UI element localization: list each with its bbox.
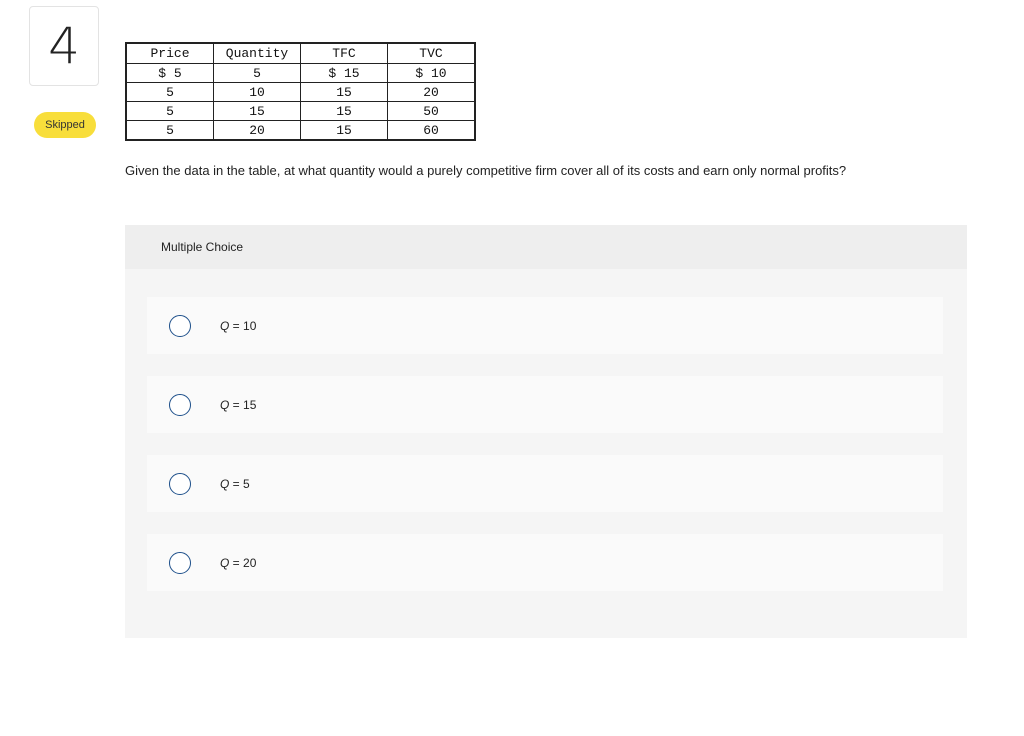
radio-button[interactable] (169, 315, 191, 337)
table-header: Quantity (214, 43, 301, 64)
choice-option-1[interactable] (147, 297, 943, 354)
question-text: Given the data in the table, at what quantity would a purely competitive firm cover all of its costs and earn only normal profits? (125, 163, 847, 178)
choice-option-4[interactable] (147, 534, 943, 591)
table-row (126, 83, 475, 102)
choice-option-2[interactable] (147, 376, 943, 433)
choice-variable: Q (220, 555, 230, 570)
table-cell: 20 (388, 83, 476, 102)
status-badge: Skipped (34, 112, 96, 138)
table-cell: 10 (214, 83, 301, 102)
choice-value: = 15 (229, 397, 257, 412)
radio-button[interactable] (169, 473, 191, 495)
table-header: TFC (301, 43, 388, 64)
choice-variable: Q (220, 476, 230, 491)
choice-value: = 5 (229, 476, 250, 491)
choice-label (220, 398, 256, 412)
table-cell: $ 15 (301, 64, 388, 83)
table-row (126, 64, 475, 83)
table-row (126, 121, 475, 141)
question-number-box (29, 6, 99, 86)
choice-value: = 10 (229, 318, 257, 333)
choice-variable: Q (220, 397, 230, 412)
table-header-row (126, 43, 475, 64)
table-cell: 50 (388, 102, 476, 121)
table-header: Price (126, 43, 214, 64)
choice-value: = 20 (229, 555, 257, 570)
table-cell: 5 (214, 64, 301, 83)
table-cell: 15 (301, 83, 388, 102)
radio-button[interactable] (169, 394, 191, 416)
table-cell: 15 (301, 102, 388, 121)
radio-button[interactable] (169, 552, 191, 574)
table-header: TVC (388, 43, 476, 64)
choice-variable: Q (220, 318, 230, 333)
table-cell: 60 (388, 121, 476, 141)
table-cell: 15 (214, 102, 301, 121)
table-cell: 5 (126, 83, 214, 102)
choice-option-3[interactable] (147, 455, 943, 512)
table-cell: 5 (126, 102, 214, 121)
table-cell: $ 5 (126, 64, 214, 83)
choice-label (220, 556, 256, 570)
multiple-choice-panel (125, 225, 967, 638)
multiple-choice-header: Multiple Choice (125, 225, 967, 269)
question-number: 4 (48, 17, 80, 75)
table-row (126, 102, 475, 121)
choice-label (220, 477, 250, 491)
table-cell: 20 (214, 121, 301, 141)
choice-label (220, 319, 256, 333)
table-cell: $ 10 (388, 64, 476, 83)
table-cell: 15 (301, 121, 388, 141)
data-table (125, 42, 476, 141)
table-cell: 5 (126, 121, 214, 141)
